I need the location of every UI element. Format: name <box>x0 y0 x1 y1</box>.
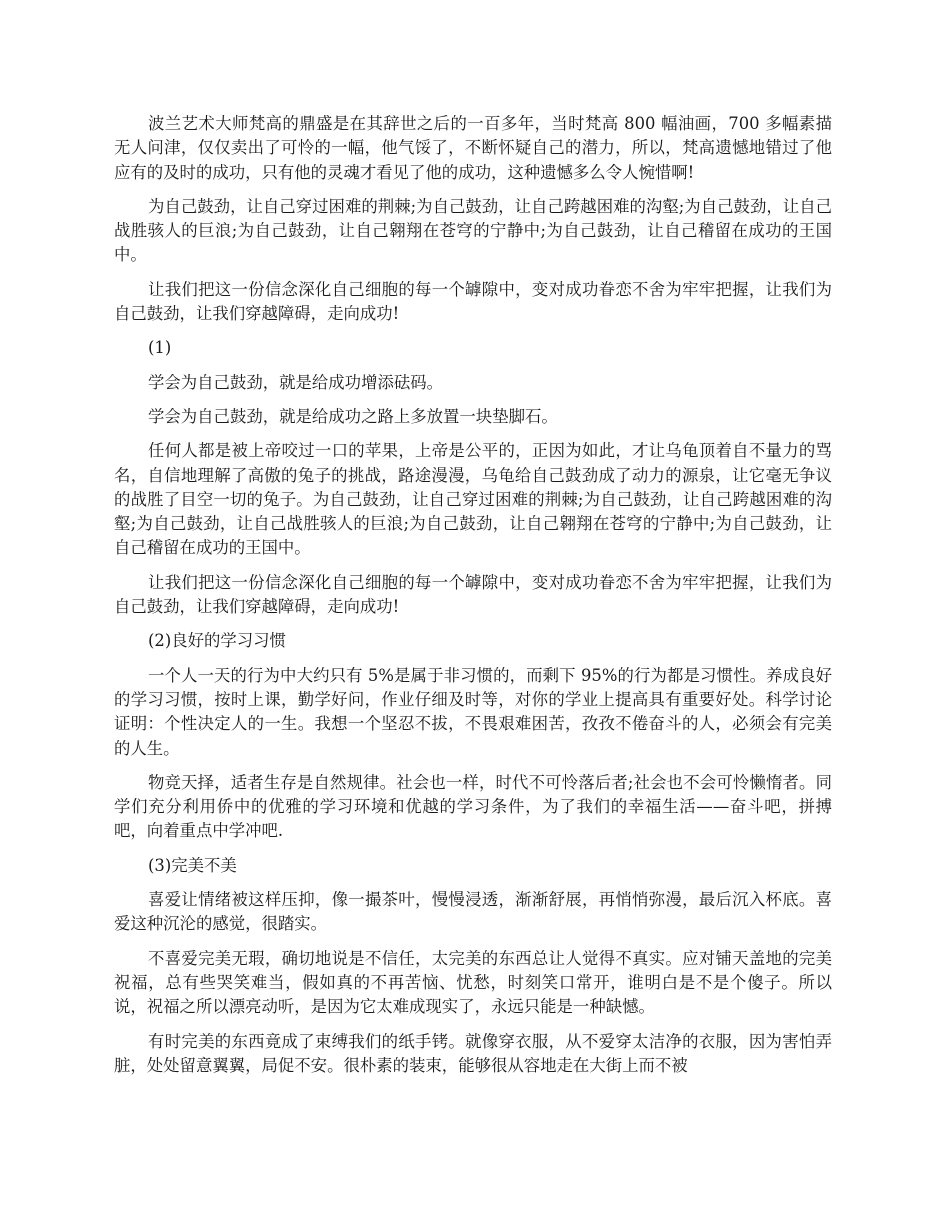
paragraph-stepping-stone: 学会为自己鼓劲，就是给成功之路上多放置一块垫脚石。 <box>148 406 558 426</box>
section-heading-2: (2)良好的学习习惯 <box>148 631 286 651</box>
paragraph-handcuffs: 有时完美的东西竟成了束缚我们的纸手铐。就像穿衣服，从不爱穿太洁净的衣服，因为害怕弄脏，处处留意翼翼，局促不安。很朴素的装束，能够很从容地走在大街上而不被 <box>114 1031 832 1075</box>
paragraph-encourage-self: 为自己鼓劲，让自己穿过困难的荆棘;为自己鼓劲，让自己跨越困难的沟壑;为自己鼓劲，让自己战胜骇人的巨浪;为自己鼓劲，让自己翱翔在苍穹的宁静中;为自己鼓劲，让自己稽留在成功的王国中。 <box>114 196 832 265</box>
paragraph-tea: 喜爱让情绪被这样压抑，像一撮茶叶，慢慢浸透，渐渐舒展，再悄悄弥漫，最后沉入杯底。喜爱这种沉沦的感觉，很踏实。 <box>114 890 832 934</box>
paragraph-faith: 让我们把这一份信念深化自己细胞的每一个罅隙中，变对成功眷恋不舍为牢牢把握，让我们为自己鼓劲，让我们穿越障碍，走向成功! <box>114 279 832 324</box>
paragraph-habits: 一个人一天的行为中大约只有 5%是属于非习惯的，而剩下 95%的行为都是习惯性。养成良好的学习习惯，按时上课，勤学好问，作业仔细及时等，对你的学业上提高具有重要好处。科学讨论证明：个性决定人的一生。我想一个坚忍不拔，不畏艰难困苦，孜孜不倦奋斗的人，必须会有完美的人生。 <box>114 665 832 758</box>
paragraph-faith-repeat: 让我们把这一份信念深化自己细胞的每一个罅隙中，变对成功眷恋不舍为牢牢把握，让我们为自己鼓劲，让我们穿越障碍，走向成功! <box>114 572 832 617</box>
paragraph-van-gogh: 波兰艺术大师梵高的鼎盛是在其辞世之后的一百多年，当时梵高 800 幅油画，700 多幅素描无人问津，仅仅卖出了可怜的一幅，他气馁了，不断怀疑自己的潜力，所以，梵高遗憾地错过了他应有的及时的成功，只有他的灵魂才看见了他的成功，这种遗憾多么令人惋惜啊! <box>114 114 832 182</box>
paragraph-weight: 学会为自己鼓劲，就是给成功增添砝码。 <box>148 372 444 392</box>
paragraph-tortoise: 任何人都是被上帝咬过一口的苹果，上帝是公平的，正因为如此，才让乌龟顶着自不量力的骂名，自信地理解了高傲的兔子的挑战，路途漫漫，乌龟给自己鼓劲成了动力的源泉，让它毫无争议的战胜了目空一切的兔子。为自己鼓劲，让自己穿过困难的荆棘;为自己鼓劲，让自己跨越困难的沟壑;为自己鼓劲，让自己战胜骇人的巨浪;为自己鼓劲，让自己翱翔在苍穹的宁静中;为自己鼓劲，让自己稽留在成功的王国中。 <box>114 441 832 558</box>
paragraph-imperfection: 不喜爱完美无瑕，确切地说是不信任，太完美的东西总让人觉得不真实。应对铺天盖地的完美祝福，总有些哭笑难当，假如真的不再苦恼、忧愁，时刻笑口常开，谁明白是不是个傻子。所以说，祝福之所以漂亮动听，是因为它太难成现实了，永远只能是一种缺憾。 <box>114 948 832 1017</box>
section-heading-1: (1) <box>148 338 172 358</box>
paragraph-natural-selection: 物竞天择，适者生存是自然规律。社会也一样，时代不可怜落后者;社会也不会可怜懒惰者。同学们充分利用侨中的优雅的学习环境和优越的学习条件，为了我们的幸福生活——奋斗吧，拼搏吧，向着重点中学冲吧. <box>114 772 832 841</box>
section-heading-3: (3)完美不美 <box>148 855 237 875</box>
